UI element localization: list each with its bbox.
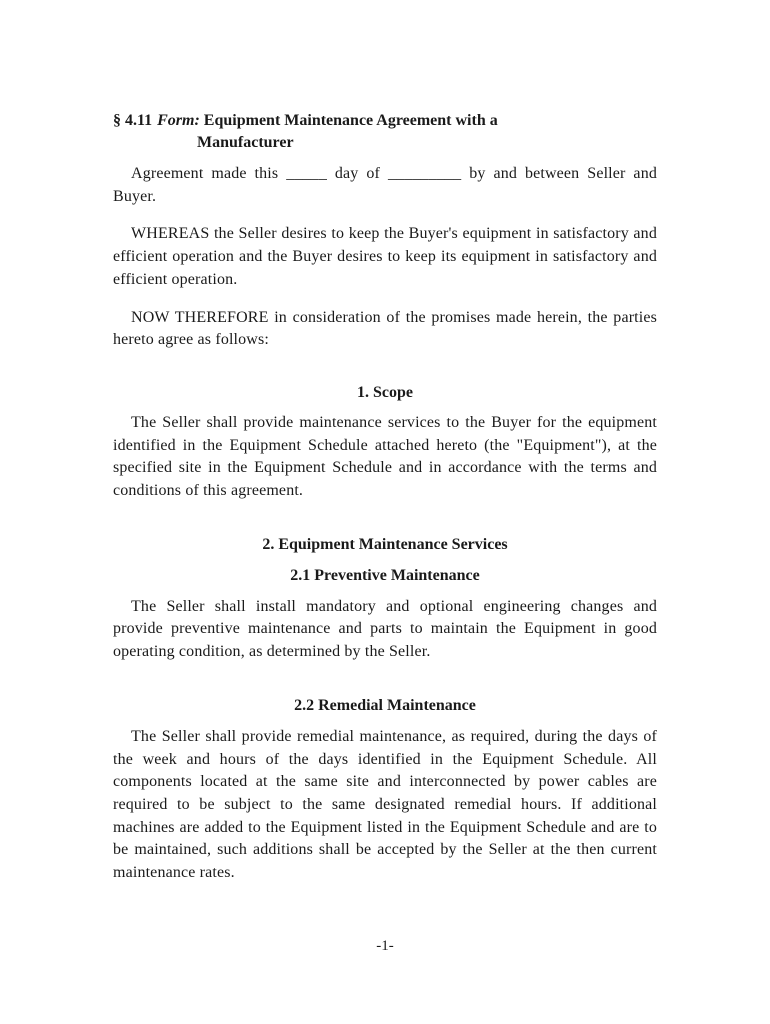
heading-title-line-1: Equipment Maintenance Agreement with a: [203, 112, 498, 129]
form-label: Form:: [157, 112, 200, 129]
agreement-made-paragraph: Agreement made this _____ day of _________ by and between Seller and Buyer.: [113, 165, 657, 205]
heading-line-1: [113, 110, 657, 132]
preventive-paragraph: The Seller shall install mandatory and optional engineering changes and provide preventive maintenance and parts to maintain the Equipment in good operating condition, as determined by the Seller.: [113, 597, 657, 661]
remedial-heading: 2.2 Remedial Maintenance: [294, 696, 476, 714]
heading-line-2: [113, 132, 657, 154]
remedial-paragraph: The Seller shall provide remedial maintenance, as required, during the days of the week and hours of the days identified in the Equipment Schedule. All components located at the same site and interconnected by power cables are required to be subject to the same designated remedial hours. If additional machines are added to the Equipment listed in the Equipment Schedule and are to be maintained, such additions shall be accepted by the Seller at the then current maintenance rates.: [113, 727, 657, 882]
heading-title-line-2: Manufacturer: [197, 134, 294, 151]
document-page: [113, 110, 657, 885]
document-heading: [113, 110, 657, 154]
now-therefore-paragraph: NOW THEREFORE in consideration of the promises made herein, the parties hereto agree as follows:: [113, 308, 657, 349]
whereas-paragraph: WHEREAS the Seller desires to keep the Buyer's equipment in satisfactory and efficient operation and the Buyer desires to keep its equipment in satisfactory and efficient operation.: [113, 225, 657, 288]
section-number: § 4.11: [113, 112, 153, 129]
scope-paragraph: The Seller shall provide maintenance services to the Buyer for the equipment identified in the Equipment Schedule attached hereto (the "Equipment"), at the specified site in the Equipment Schedule and in accordance with the terms and conditions of this agreement.: [113, 413, 657, 500]
preventive-heading: 2.1 Preventive Maintenance: [290, 566, 480, 584]
page-number: -1-: [376, 938, 394, 954]
services-heading: 2. Equipment Maintenance Services: [262, 535, 508, 553]
scope-heading: 1. Scope: [357, 383, 413, 401]
